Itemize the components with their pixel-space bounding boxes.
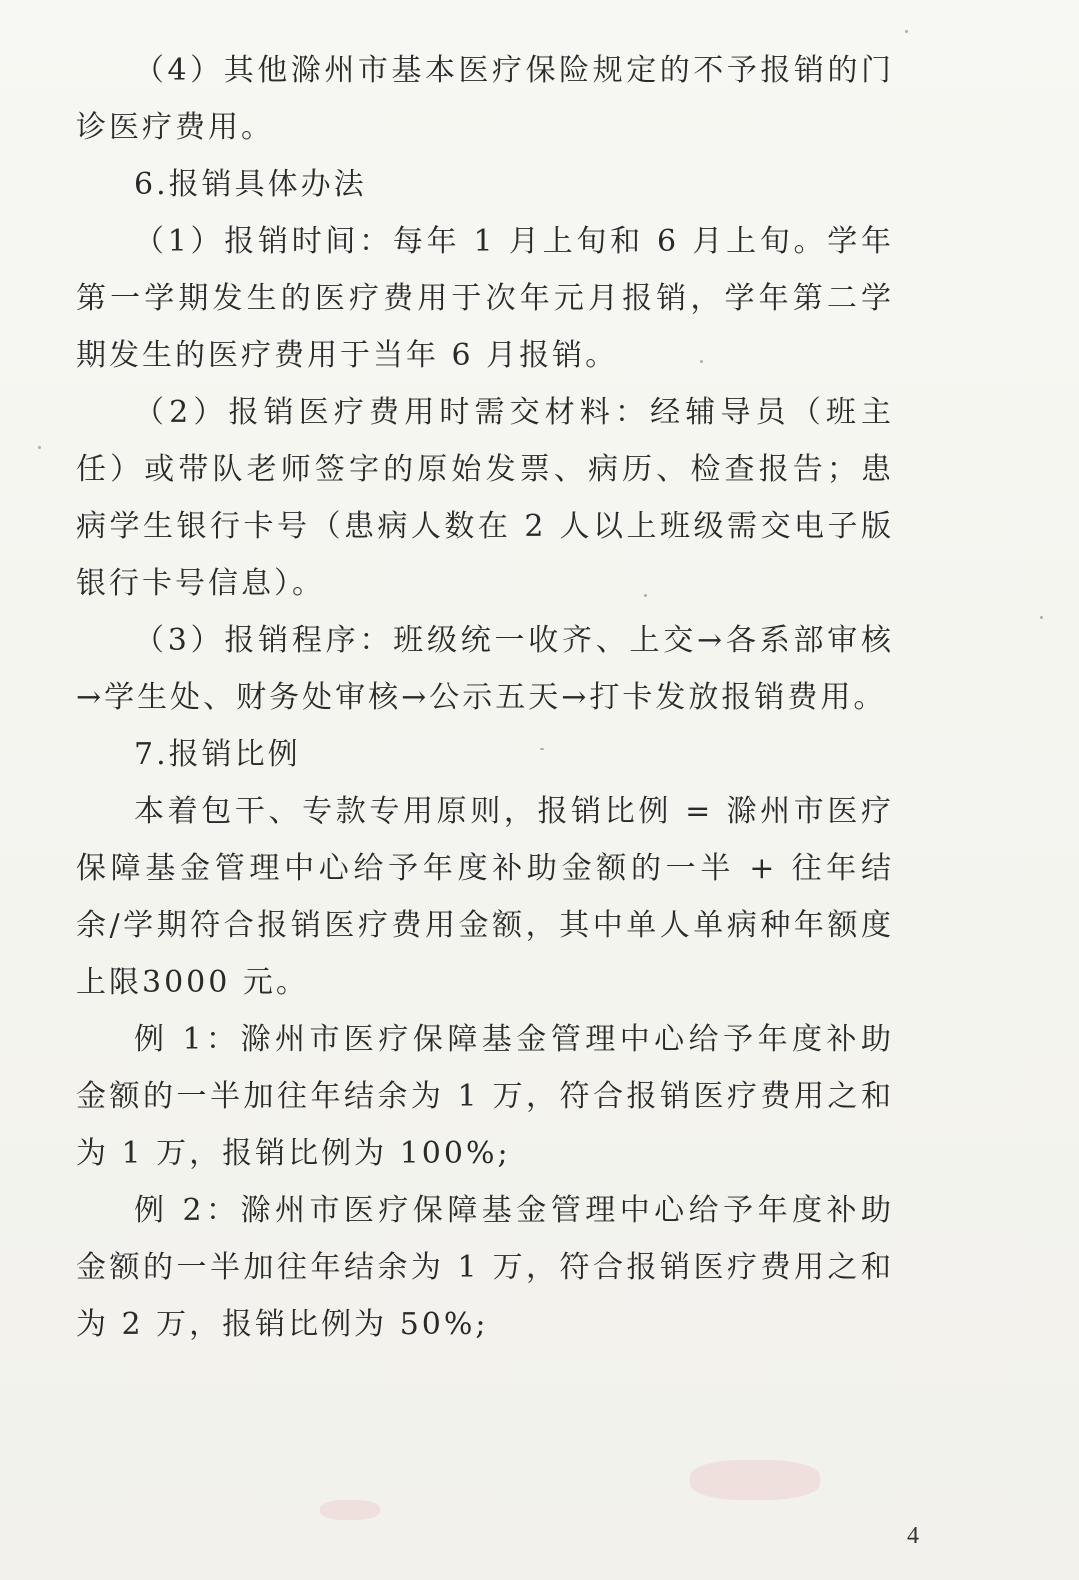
scan-speck — [905, 30, 908, 33]
scan-speck — [540, 748, 544, 750]
faint-stamp-mark — [320, 1500, 380, 1520]
scan-speck — [1040, 616, 1043, 619]
page-number: 4 — [907, 1523, 919, 1549]
scan-speck — [700, 360, 703, 363]
paragraph-ratio-formula: 本着包干、专款专用原则，报销比例 = 滁州市医疗保障基金管理中心给予年度补助金额的一半 + 往年结余/学期符合报销医疗费用金额，其中单人单病种年额度上限3000 元。 — [76, 794, 894, 1000]
section-heading-reimbursement-ratio: 7.报销比例 — [134, 737, 301, 772]
document-body — [76, 42, 894, 1353]
paragraph-required-materials: （2）报销医疗费用时需交材料：经辅导员（班主任）或带队老师签字的原始发票、病历、检查报告；患病学生银行卡号（患病人数在 2 人以上班级需交电子版银行卡号信息）。 — [76, 395, 894, 601]
section-heading-reimbursement-method: 6.报销具体办法 — [134, 167, 367, 202]
paragraph-example-1: 例 1：滁州市医疗保障基金管理中心给予年度补助金额的一半加往年结余为 1 万，符合报销医疗费用之和为 1 万，报销比例为 100%; — [76, 1022, 894, 1171]
scan-speck — [38, 446, 41, 449]
paragraph-reimbursement-procedure: （3）报销程序：班级统一收齐、上交→各系部审核→学生处、财务处审核→公示五天→打卡发放报销费用。 — [76, 623, 894, 715]
paragraph-reimbursement-time: （1）报销时间：每年 1 月上旬和 6 月上旬。学年第一学期发生的医疗费用于次年元月报销，学年第二学期发生的医疗费用于当年 6 月报销。 — [76, 224, 894, 373]
paragraph-item-4-other-exclusions: （4）其他滁州市基本医疗保险规定的不予报销的门诊医疗费用。 — [76, 53, 894, 145]
paragraph-example-2: 例 2：滁州市医疗保障基金管理中心给予年度补助金额的一半加往年结余为 1 万，符合报销医疗费用之和为 2 万，报销比例为 50%; — [76, 1193, 894, 1342]
scan-speck — [644, 594, 647, 597]
faint-stamp-mark — [690, 1460, 820, 1500]
